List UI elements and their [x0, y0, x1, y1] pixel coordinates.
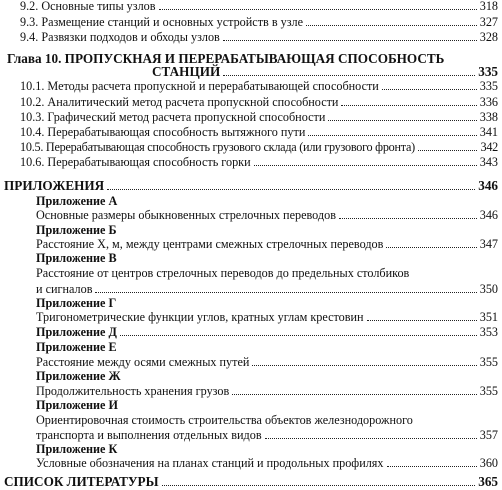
toc-entry-page: 338: [479, 109, 498, 124]
dot-leader: [386, 247, 476, 248]
toc-entry-page: 327: [479, 15, 498, 30]
toc-entry-label: Основные размеры обыкновенных стрелочных переводов: [36, 207, 336, 222]
appendix-a-entry[interactable]: [36, 208, 498, 223]
toc-entry-10-5[interactable]: [20, 140, 498, 155]
dot-leader: [159, 9, 477, 10]
toc-entry-10-3[interactable]: [20, 110, 498, 125]
appendix-i-line1: Ориентировочная стоимость строительства объектов железнодорожного: [36, 412, 413, 427]
appendix-d-entry[interactable]: [36, 325, 498, 340]
dot-leader: [328, 120, 476, 121]
dot-leader: [339, 218, 477, 219]
dot-leader: [382, 89, 477, 90]
appendix-d-title: Приложение Д: [36, 325, 117, 340]
toc-entry-page: 336: [479, 94, 498, 109]
appendix-i-entry[interactable]: [36, 428, 498, 443]
dot-leader: [162, 485, 476, 486]
dot-leader: [223, 40, 477, 41]
toc-entry-page: 335: [479, 79, 498, 94]
toc-entry-label: Расстояние X, м, между центрами смежных стрелочных переводов: [36, 237, 384, 252]
appendix-g-entry[interactable]: [36, 310, 498, 325]
toc-entry-page: 351: [479, 309, 498, 324]
appendix-e-entry[interactable]: [36, 355, 498, 370]
toc-entry-label: Тригонометрические функции углов, кратных углам крестовин: [36, 309, 364, 324]
dot-leader: [418, 150, 477, 151]
toc-entry-page: 343: [479, 154, 498, 169]
toc-entry-page: 350: [479, 281, 498, 296]
dot-leader: [367, 320, 477, 321]
dot-leader: [232, 394, 476, 395]
toc-entry-page: 355: [479, 355, 498, 370]
toc-entry-page: 318: [479, 0, 498, 14]
appendix-k-entry[interactable]: [36, 456, 498, 471]
appendix-v-line1: Расстояние от центров стрелочных переводов до предельных столбиков: [36, 266, 410, 281]
toc-entry-10-4[interactable]: [20, 125, 498, 140]
toc-entry-label: 9.2. Основные типы узлов: [20, 0, 156, 14]
toc-entry-label: транспорта и выполнения отдельных видов: [36, 428, 262, 443]
appendix-v-entry[interactable]: [36, 282, 498, 297]
bibliography-heading-label: СПИСОК ЛИТЕРАТУРЫ: [4, 474, 159, 490]
toc-entry-label: Продолжительность хранения грузов: [36, 383, 230, 398]
dot-leader: [306, 25, 477, 26]
toc-entry-label: 10.5. Перерабатывающая способность грузового склада (или грузового фронта): [20, 139, 415, 154]
dot-leader: [265, 438, 477, 439]
dot-leader: [95, 292, 476, 293]
dot-leader: [252, 365, 476, 366]
appendix-b-title: Приложение Б: [36, 223, 117, 238]
bibliography-page: 365: [478, 474, 498, 490]
toc-entry-page: 346: [479, 207, 498, 222]
appendix-g-title: Приложение Г: [36, 295, 117, 310]
dot-leader: [387, 466, 477, 467]
dot-leader: [223, 75, 475, 76]
appendix-zh-title: Приложение Ж: [36, 369, 121, 384]
dot-leader: [254, 165, 477, 166]
toc-entry-label: 10.3. Графический метод расчета пропускной способности: [20, 109, 326, 124]
toc-entry-label: Расстояние между осями смежных путей: [36, 355, 250, 370]
toc-entry-label: и сигналов: [36, 281, 93, 296]
appendix-v-title: Приложение В: [36, 251, 117, 266]
bibliography-heading[interactable]: [4, 474, 498, 490]
dot-leader: [308, 135, 476, 136]
toc-entry-page: 342: [480, 139, 498, 154]
dot-leader: [107, 189, 475, 190]
appendix-b-entry[interactable]: [36, 237, 498, 252]
toc-entry-page: 355: [479, 383, 498, 398]
toc-entry-page: 328: [479, 30, 498, 45]
toc-entry-label: 10.6. Перерабатывающая способность горки: [20, 154, 251, 169]
dot-leader: [120, 335, 477, 336]
appendices-heading[interactable]: [4, 178, 498, 194]
toc-entry-10-1[interactable]: [20, 79, 498, 94]
chapter-10-page: 335: [478, 64, 498, 80]
toc-entry-page: 357: [479, 428, 498, 443]
appendix-a-title: Приложение А: [36, 193, 118, 208]
toc-entry-9-3[interactable]: [20, 15, 498, 30]
toc-entry-label: Условные обозначения на планах станций и продольных профилях: [36, 456, 384, 471]
chapter-10-title-line1: Глава 10. ПРОПУСКНАЯ И ПЕРЕРАБАТЫВАЮЩАЯ СПОСОБНОСТЬ: [7, 51, 445, 67]
toc-entry-page: 341: [479, 124, 498, 139]
toc-entry-page: 360: [479, 456, 498, 471]
toc-entry-label: 10.2. Аналитический метод расчета пропускной способности: [20, 94, 339, 109]
toc-entry-9-2[interactable]: [20, 0, 498, 14]
toc-entry-label: 10.1. Методы расчета пропускной и перерабатывающей способности: [20, 79, 379, 94]
toc-entry-label: 9.4. Развязки подходов и обходы узлов: [20, 30, 220, 45]
appendix-k-title: Приложение К: [36, 442, 118, 457]
chapter-10-title[interactable]: [152, 64, 498, 80]
toc-entry-label: 9.3. Размещение станций и основных устройств в узле: [20, 15, 304, 30]
toc-entry-10-6[interactable]: [20, 155, 498, 170]
appendix-zh-entry[interactable]: [36, 384, 498, 399]
dot-leader: [341, 105, 476, 106]
chapter-10-title-line2: СТАНЦИЙ: [152, 64, 221, 80]
toc-entry-9-4[interactable]: [20, 30, 498, 45]
appendix-i-title: Приложение И: [36, 397, 118, 412]
appendix-e-title: Приложение Е: [36, 340, 117, 355]
appendices-heading-label: ПРИЛОЖЕНИЯ: [4, 177, 105, 193]
toc-entry-10-2[interactable]: [20, 95, 498, 110]
toc-entry-page: 353: [479, 325, 498, 340]
toc-entry-label: 10.4. Перерабатывающая способность вытяжного пути: [20, 124, 306, 139]
appendices-page: 346: [478, 177, 498, 193]
toc-entry-page: 347: [479, 237, 498, 252]
